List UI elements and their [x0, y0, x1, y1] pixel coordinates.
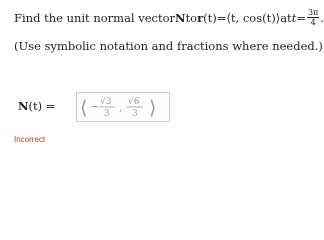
t-value-numerator: 3π: [307, 8, 319, 17]
answer-label-N: N: [18, 99, 29, 113]
vector-N: N: [175, 10, 186, 25]
answer-label: [18, 99, 55, 113]
component1-denominator: 3: [104, 109, 110, 119]
status-incorrect: Incorrect: [14, 135, 46, 144]
component2-denominator: 3: [132, 109, 138, 119]
component1-numerator: √3: [100, 97, 112, 107]
t-value-fraction: [307, 8, 319, 27]
t-variable: t: [291, 10, 297, 25]
component2-numerator: √6: [128, 97, 140, 107]
answer-math: [77, 93, 171, 123]
answer-input[interactable]: [76, 92, 170, 122]
t-value-denominator: 4: [310, 18, 316, 27]
answer-close-bracket: ⟩: [149, 97, 157, 119]
answer-open-bracket: ⟨: [80, 97, 88, 119]
instructions-text: (Use symbolic notation and fractions where needed.): [14, 39, 323, 53]
equals-sign-2: =: [296, 10, 306, 25]
r-expression: ⟨t, cos(t)⟩: [226, 10, 281, 25]
question-to: to: [185, 10, 198, 25]
question-at: at: [280, 10, 292, 25]
answer-label-eq: =: [42, 99, 56, 113]
question-prefix: Find the unit normal vector: [14, 10, 176, 25]
answer-label-arg: (t): [28, 99, 43, 113]
r-argument: (t): [203, 10, 217, 25]
question-text: [14, 8, 324, 27]
question-period: .: [320, 10, 324, 25]
answer-comma: ,: [119, 101, 123, 114]
equals-sign: =: [216, 10, 227, 25]
answer-minus-sign: −: [90, 100, 100, 113]
vector-r: r: [197, 10, 204, 25]
